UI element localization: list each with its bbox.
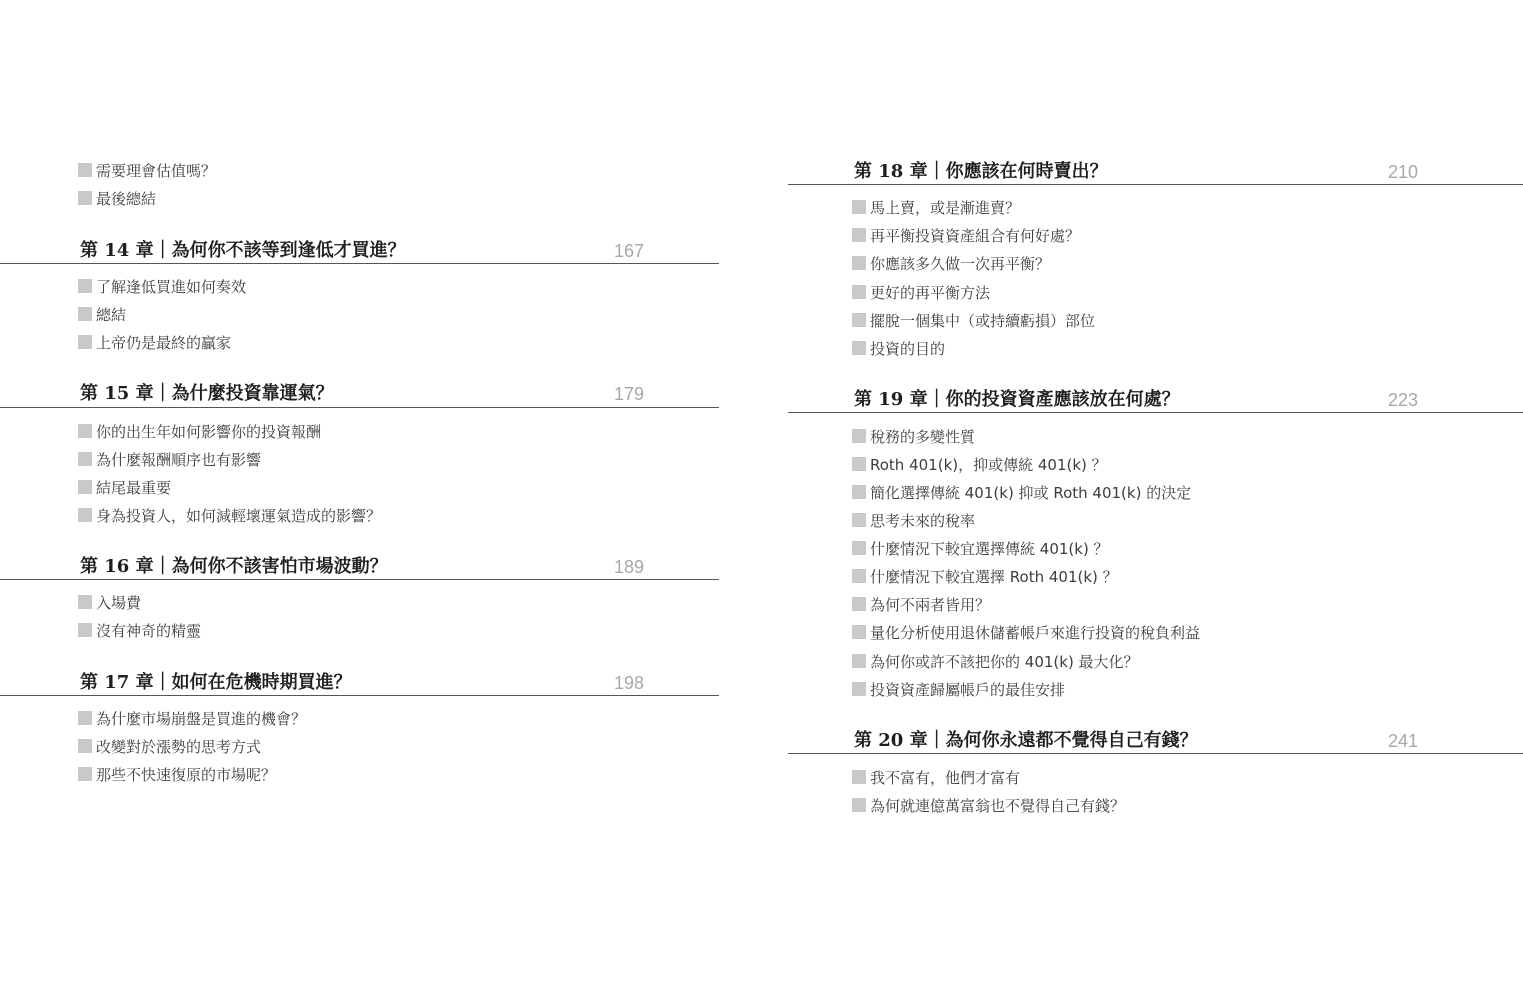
chapter-divider (788, 184, 1523, 185)
bullet-square-icon (78, 335, 92, 349)
toc-item[interactable]: 為何不兩者皆用？ (852, 594, 990, 614)
bullet-square-icon (852, 313, 866, 327)
toc-item[interactable]: 我不富有，他們才富有 (852, 767, 1020, 787)
bullet-square-icon (78, 279, 92, 293)
toc-item[interactable]: 馬上賣，或是漸進賣？ (852, 197, 1020, 217)
bullet-square-icon (852, 770, 866, 784)
bullet-square-icon (852, 200, 866, 214)
bullet-square-icon (852, 597, 866, 611)
toc-item[interactable]: 需要理會估值嗎？ (78, 160, 216, 180)
chapter-20-title[interactable]: 第 20 章｜為何你永遠都不覺得自己有錢？ (854, 730, 1198, 751)
bullet-square-icon (78, 623, 92, 637)
chapter-15-title[interactable]: 第 15 章｜為什麼投資靠運氣？ (80, 383, 334, 404)
bullet-square-icon (852, 457, 866, 471)
toc-item[interactable]: 投資資產歸屬帳戶的最佳安排 (852, 679, 1065, 699)
chapter-divider (0, 695, 719, 696)
toc-item[interactable]: 上帝仍是最終的贏家 (78, 332, 231, 352)
toc-item[interactable]: 沒有神奇的精靈 (78, 620, 201, 640)
toc-item[interactable]: 量化分析使用退休儲蓄帳戶來進行投資的稅負利益 (852, 622, 1200, 642)
chapter-14-title[interactable]: 第 14 章｜為何你不該等到逢低才買進？ (80, 240, 406, 261)
bullet-square-icon (78, 508, 92, 522)
toc-item[interactable]: 簡化選擇傳統 401(k) 抑或 Roth 401(k) 的決定 (852, 482, 1191, 502)
bullet-square-icon (852, 541, 866, 555)
toc-item[interactable]: 總結 (78, 304, 126, 324)
toc-item[interactable]: 為何就連億萬富翁也不覺得自己有錢？ (852, 795, 1125, 815)
toc-item[interactable]: 更好的再平衡方法 (852, 282, 990, 302)
chapter-17-page: 198 (613, 673, 644, 693)
toc-item[interactable]: 投資的目的 (852, 338, 945, 358)
bullet-square-icon (78, 595, 92, 609)
bullet-square-icon (852, 625, 866, 639)
bullet-square-icon (852, 682, 866, 696)
chapter-divider (788, 753, 1523, 754)
bullet-square-icon (78, 739, 92, 753)
toc-item[interactable]: 稅務的多變性質 (852, 426, 975, 446)
toc-item[interactable]: 什麼情況下較宜選擇 Roth 401(k) ？ (852, 566, 1118, 586)
chapter-divider (0, 407, 719, 408)
toc-item[interactable]: 什麼情況下較宜選擇傳統 401(k) ？ (852, 538, 1109, 558)
toc-item[interactable]: 最後總結 (78, 188, 156, 208)
chapter-14-page: 167 (613, 241, 644, 261)
toc-item[interactable]: 身為投資人，如何減輕壞運氣造成的影響？ (78, 505, 381, 525)
toc-item[interactable]: 結尾最重要 (78, 477, 171, 497)
bullet-square-icon (852, 429, 866, 443)
bullet-square-icon (852, 654, 866, 668)
toc-item[interactable]: 再平衡投資資產組合有何好處？ (852, 225, 1080, 245)
toc-item[interactable]: 為什麼市場崩盤是買進的機會？ (78, 708, 306, 728)
bullet-square-icon (78, 480, 92, 494)
bullet-square-icon (852, 228, 866, 242)
bullet-square-icon (78, 767, 92, 781)
bullet-square-icon (852, 341, 866, 355)
bullet-square-icon (78, 307, 92, 321)
toc-item[interactable]: 為什麼報酬順序也有影響 (78, 449, 261, 469)
chapter-20-page: 241 (1387, 731, 1418, 751)
chapter-18-page: 210 (1387, 162, 1418, 182)
bullet-square-icon (852, 569, 866, 583)
toc-item[interactable]: 為何你或許不該把你的 401(k) 最大化？ (852, 651, 1139, 671)
toc-item[interactable]: 改變對於漲勢的思考方式 (78, 736, 261, 756)
chapter-divider (788, 412, 1523, 413)
chapter-16-title[interactable]: 第 16 章｜為何你不該害怕市場波動？ (80, 556, 388, 577)
bullet-square-icon (852, 513, 866, 527)
bullet-square-icon (78, 452, 92, 466)
toc-item[interactable]: 思考未來的稅率 (852, 510, 975, 530)
bullet-square-icon (78, 163, 92, 177)
toc-item[interactable]: Roth 401(k)，抑或傳統 401(k) ？ (852, 454, 1107, 474)
bullet-square-icon (78, 424, 92, 438)
chapter-15-page: 179 (613, 384, 644, 404)
chapter-19-page: 223 (1387, 390, 1418, 410)
toc-item[interactable]: 了解逢低買進如何奏效 (78, 276, 246, 296)
bullet-square-icon (852, 285, 866, 299)
chapter-16-page: 189 (613, 557, 644, 577)
toc-item[interactable]: 入場費 (78, 592, 141, 612)
toc-item[interactable]: 你的出生年如何影響你的投資報酬 (78, 421, 321, 441)
chapter-divider (0, 263, 719, 264)
chapter-18-title[interactable]: 第 18 章｜你應該在何時賣出？ (854, 161, 1108, 182)
bullet-square-icon (78, 711, 92, 725)
toc-item[interactable]: 那些不快速復原的市場呢？ (78, 764, 276, 784)
chapter-17-title[interactable]: 第 17 章｜如何在危機時期買進？ (80, 672, 352, 693)
chapter-divider (0, 579, 719, 580)
toc-item[interactable]: 你應該多久做一次再平衡？ (852, 253, 1050, 273)
bullet-square-icon (78, 191, 92, 205)
chapter-19-title[interactable]: 第 19 章｜你的投資資產應該放在何處？ (854, 389, 1180, 410)
bullet-square-icon (852, 485, 866, 499)
bullet-square-icon (852, 798, 866, 812)
bullet-square-icon (852, 256, 866, 270)
toc-item[interactable]: 擺脫一個集中（或持續虧損）部位 (852, 310, 1095, 330)
